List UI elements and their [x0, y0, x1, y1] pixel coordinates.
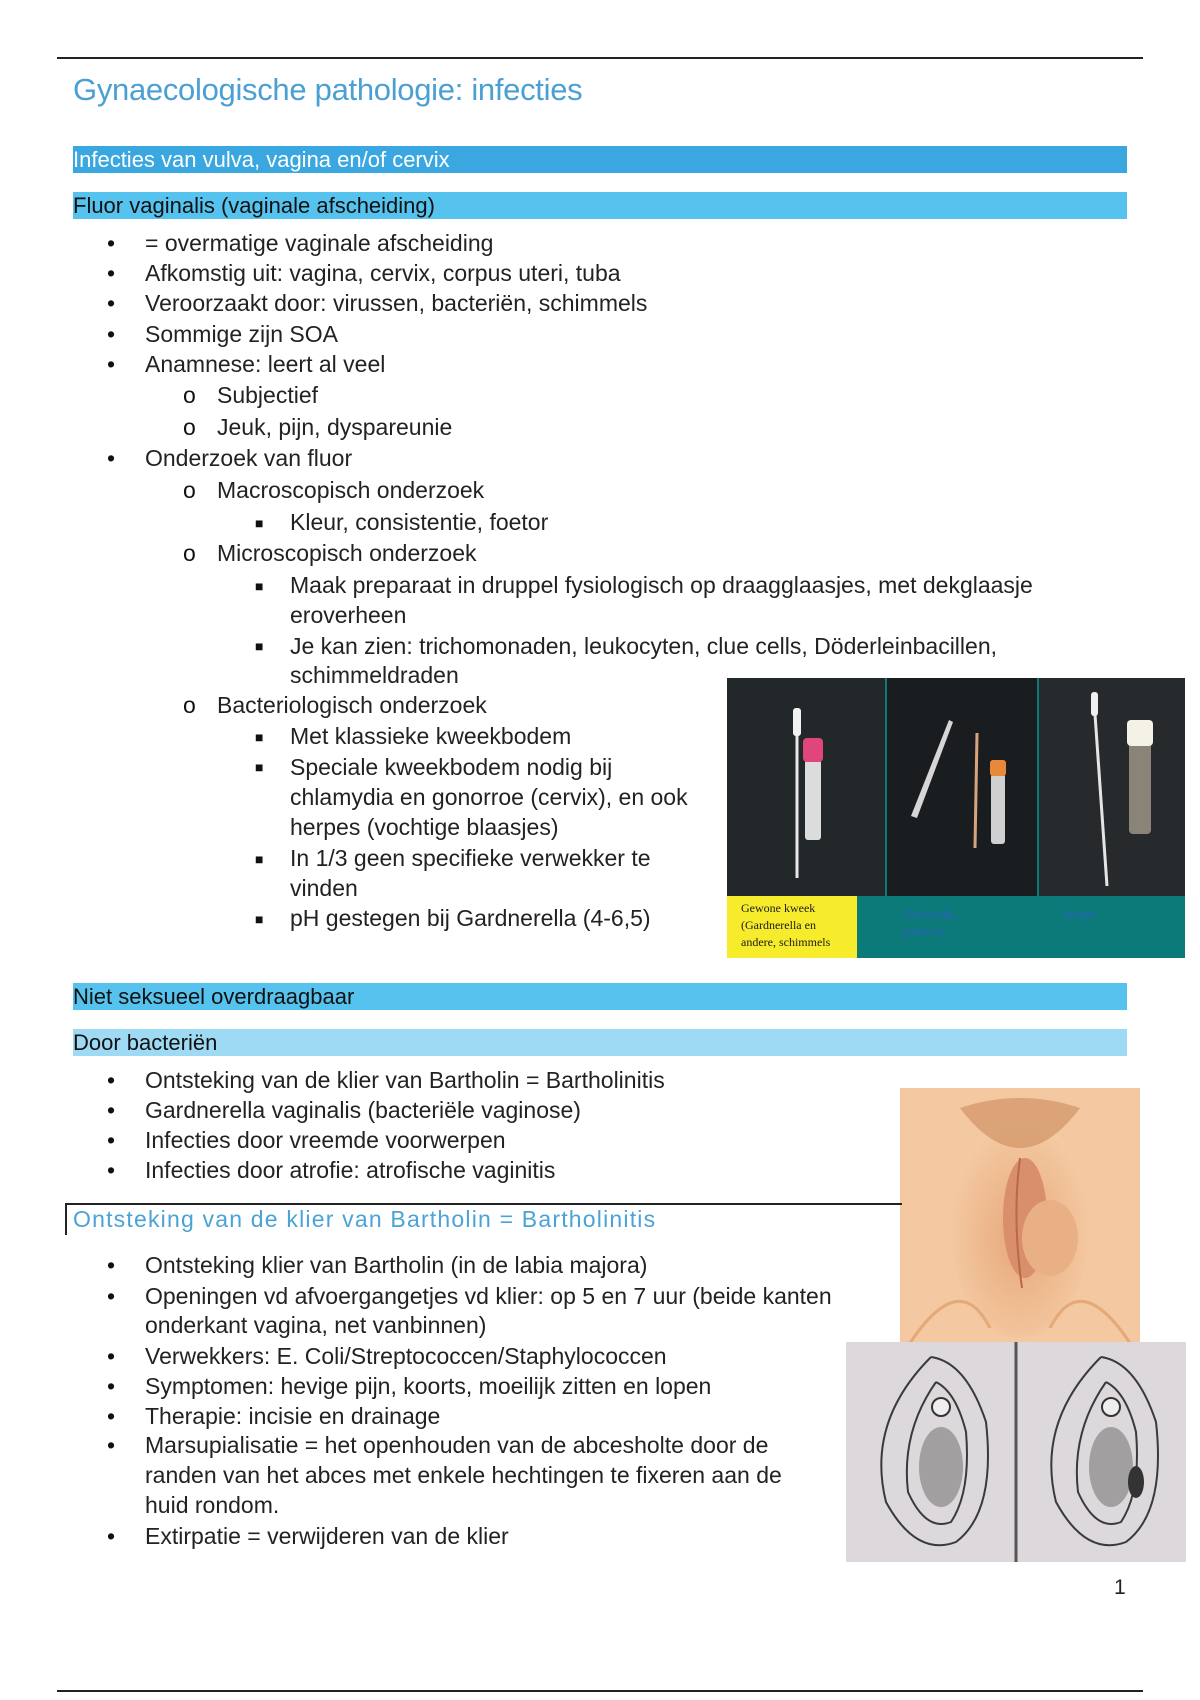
bullet: • — [107, 351, 116, 377]
photo-chlamydia — [887, 678, 1037, 896]
list-item: Ontsteking van de klier van Bartholin = Bartholinitis — [145, 1067, 665, 1093]
caption-line: Gewone kweek — [741, 901, 816, 915]
list-item: Sommige zijn SOA — [145, 321, 339, 347]
list-item: Speciale kweekbodem nodig bij — [290, 754, 613, 780]
bullet: • — [107, 230, 116, 256]
bullet: • — [107, 1067, 116, 1093]
bartholin-illustration — [900, 1088, 1140, 1343]
list-item: In 1/3 geen specifieke verwekker te — [290, 845, 651, 871]
bullet: • — [107, 290, 116, 316]
list-item: = overmatige vaginale afscheiding — [145, 230, 494, 256]
sub-bullet: o — [183, 414, 196, 440]
section-bar-niet-soa: Niet seksueel overdraagbaar — [73, 983, 1127, 1010]
swab-photos — [727, 678, 1185, 958]
caption-chlamydia — [902, 906, 958, 940]
photo-herpes — [1039, 678, 1185, 896]
caption-line: Chlamydia, — [902, 907, 958, 921]
bullet: • — [107, 1283, 116, 1309]
top-rule — [57, 57, 1143, 59]
sub-bullet: o — [183, 382, 196, 408]
list-item: Infecties door vreemde voorwerpen — [145, 1127, 506, 1153]
section-bar-fluor: Fluor vaginalis (vaginale afscheiding) — [73, 192, 1127, 219]
list-item: Jeuk, pijn, dyspareunie — [217, 414, 453, 440]
list-item: Therapie: incisie en drainage — [145, 1403, 441, 1429]
bartholin-heading: Ontsteking van de klier van Bartholin = Bartholinitis — [73, 1206, 657, 1232]
list-item-cont: onderkant vagina, net vanbinnen) — [145, 1312, 487, 1338]
list-item-cont: eroverheen — [290, 602, 407, 628]
marsupialisation-sketch — [846, 1342, 1186, 1562]
sub-bullet: o — [183, 692, 196, 718]
list-item: Gardnerella vaginalis (bacteriële vaginose) — [145, 1097, 581, 1123]
bullet: • — [107, 1523, 116, 1549]
list-item: Je kan zien: trichomonaden, leukocyten, clue cells, Döderleinbacillen, — [290, 633, 998, 659]
square-bullet: ■ — [255, 515, 264, 531]
page-number: 1 — [1114, 1576, 1126, 1599]
list-item: Openingen vd afvoergangetjes vd klier: op 5 en 7 uur (beide kanten — [145, 1283, 832, 1309]
caption-line: (Gardnerella en — [741, 918, 816, 932]
list-item: Anamnese: leert al veel — [145, 351, 386, 377]
square-bullet: ■ — [255, 638, 264, 654]
list-item: Marsupialisatie = het openhouden van de abcesholte door de — [145, 1432, 769, 1458]
list-item-cont: chlamydia en gonorroe (cervix), en ook — [290, 784, 688, 810]
list-item: Bacteriologisch onderzoek — [217, 692, 487, 718]
bullet: • — [107, 1157, 116, 1183]
caption-gewone-kweek — [741, 900, 830, 951]
bullet: • — [107, 445, 116, 471]
caption-line: gonorroe — [902, 924, 946, 938]
bullet: • — [107, 1403, 116, 1429]
bullet: • — [107, 1252, 116, 1278]
list-item: Veroorzaakt door: virussen, bacteriën, schimmels — [145, 290, 648, 316]
square-bullet: ■ — [255, 729, 264, 745]
bottom-rule — [57, 1690, 1143, 1692]
list-item: Met klassieke kweekbodem — [290, 723, 572, 749]
list-item-cont: vinden — [290, 875, 358, 901]
list-item: pH gestegen bij Gardnerella (4-6,5) — [290, 905, 651, 931]
list-item-cont: huid rondom. — [145, 1492, 280, 1518]
bullet: • — [107, 321, 116, 347]
square-bullet: ■ — [255, 851, 264, 867]
bullet: • — [107, 1097, 116, 1123]
list-item-cont: randen van het abces met enkele hechtingen te fixeren aan de — [145, 1462, 782, 1488]
list-item: Symptomen: hevige pijn, koorts, moeilijk zitten en lopen — [145, 1373, 712, 1399]
square-bullet: ■ — [255, 759, 264, 775]
bullet: • — [107, 1343, 116, 1369]
list-item: Onderzoek van fluor — [145, 445, 353, 471]
section-bar-infecties: Infecties van vulva, vagina en/of cervix — [73, 146, 1127, 173]
section-bar-bacterien: Door bacteriën — [73, 1029, 1127, 1056]
bullet: • — [107, 1127, 116, 1153]
list-item: Kleur, consistentie, foetor — [290, 509, 549, 535]
bullet: • — [107, 1373, 116, 1399]
list-item-cont: schimmeldraden — [290, 662, 459, 688]
caption-herpes — [1064, 906, 1095, 923]
bullet: • — [107, 260, 116, 286]
list-item: Infecties door atrofie: atrofische vaginitis — [145, 1157, 556, 1183]
caption-line: andere, schimmels — [741, 935, 831, 949]
list-item: Verwekkers: E. Coli/Streptococcen/Staphylococcen — [145, 1343, 667, 1369]
photo-gewone-kweek — [727, 678, 885, 896]
list-item-cont: herpes (vochtige blaasjes) — [290, 814, 559, 840]
list-item: Extirpatie = verwijderen van de klier — [145, 1523, 509, 1549]
list-item: Subjectief — [217, 382, 319, 408]
page-title: Gynaecologische pathologie: infecties — [73, 72, 583, 107]
sub-bullet: o — [183, 540, 196, 566]
sub-bullet: o — [183, 477, 196, 503]
list-item: Macroscopisch onderzoek — [217, 477, 485, 503]
list-item: Ontsteking klier van Bartholin (in de labia majora) — [145, 1252, 648, 1278]
square-bullet: ■ — [255, 911, 264, 927]
bullet: • — [107, 1432, 116, 1458]
list-item: Microscopisch onderzoek — [217, 540, 477, 566]
list-item: Afkomstig uit: vagina, cervix, corpus uteri, tuba — [145, 260, 621, 286]
list-item: Maak preparaat in druppel fysiologisch op draagglaasjes, met dekglaasje — [290, 572, 1033, 598]
caption-line: herpes — [1064, 907, 1096, 921]
square-bullet: ■ — [255, 578, 264, 594]
